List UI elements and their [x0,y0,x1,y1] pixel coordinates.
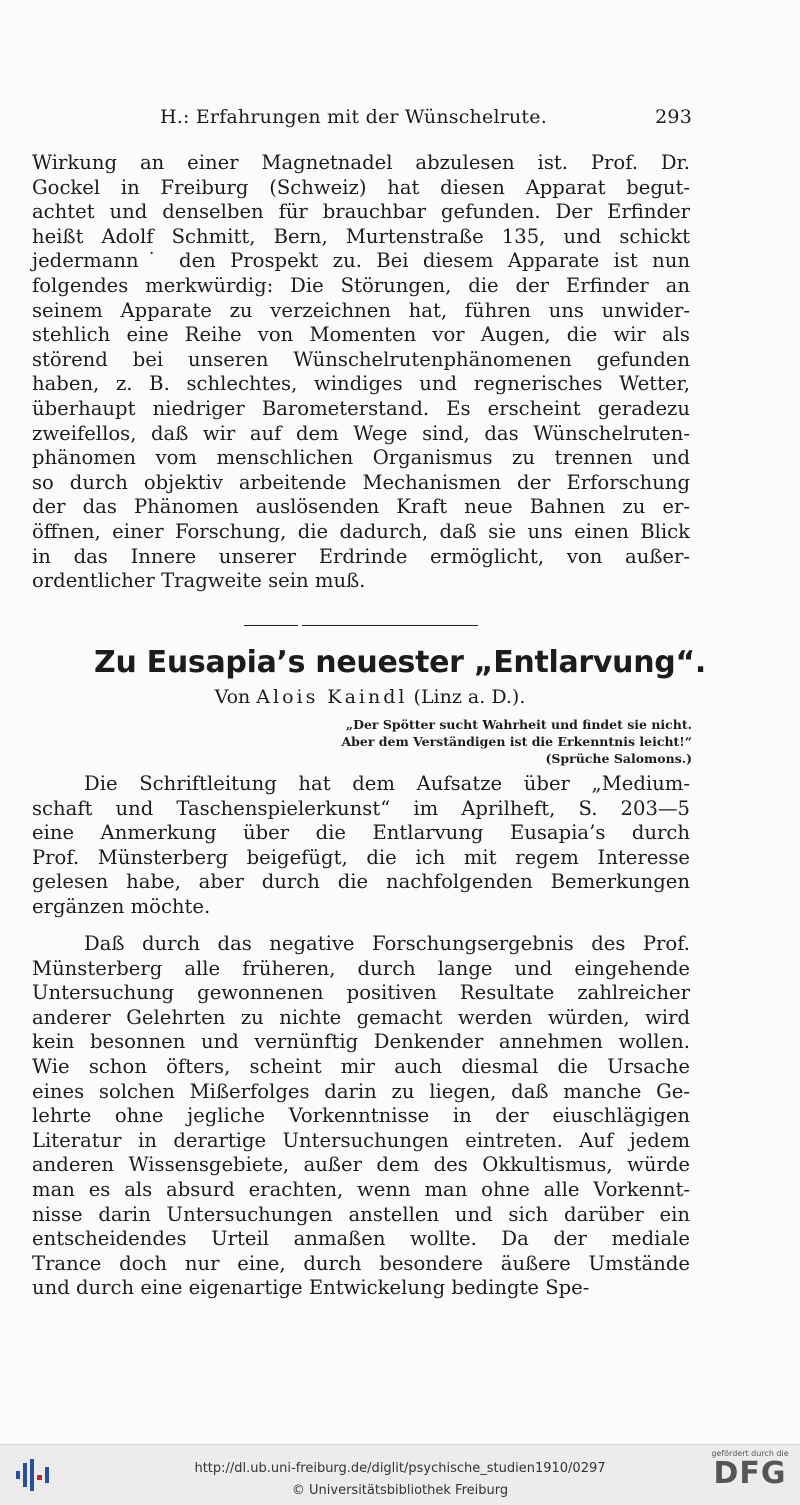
dfg-logo [710,1449,790,1501]
text-line: folgendes merkwürdig: Die Störungen, die der Erfinder an [32,273,690,297]
page-number: 293 [655,106,692,128]
text-line: so durch objektiv arbeitende Mechanismen der Erforschung [32,470,690,494]
text-line: seinem Apparate zu verzeichnen hat, führen uns unwider- [32,298,690,322]
text-line: anderer Gelehrten zu nichte gemacht werden würden, wird [32,1005,690,1029]
text-line: eines solchen Mißerfolges darin zu liegen, daß manche Ge- [32,1079,690,1103]
permalink-url[interactable]: http://dl.ub.uni-freiburg.de/diglit/psychische_studien1910/0297 [194,1461,606,1476]
text-line: in das Innere unserer Erdrinde ermöglicht, von außer- [32,544,690,568]
text-line: Untersuchung gewonnenen positiven Resultate zahlreicher [32,981,690,1005]
text-line: lehrte ohne jegliche Vorkenntnisse in der eiuschlägigen [32,1104,690,1128]
epigraph-line-2: Aber dem Verständigen ist die Erkenntnis leicht!“ [341,734,692,749]
text-line: haben, z. B. schlechtes, windiges und regnerisches Wetter, [32,372,690,396]
text-line: und durch eine eigenartige Entwickelung bedingte Spe- [32,1276,590,1300]
text-line: phänomen vom menschlichen Organismus zu trennen und [32,446,690,470]
text-line: öffnen, einer Forschung, die dadurch, daß sie uns einen Blick [32,519,690,543]
text-line: Wie schon öfters, scheint mir auch diesmal die Ursache [32,1054,690,1078]
text-line: jedermann˙ den Prospekt zu. Bei diesem Apparate ist nun [32,249,690,273]
text-line: heißt Adolf Schmitt, Bern, Murtenstraße 135, und schickt [32,224,690,248]
author-location: (Linz a. D.). [413,686,526,708]
text-line: ergänzen möchte. [32,894,211,918]
epigraph [341,716,692,767]
text-line: Münsterberg alle früheren, durch lange und eingehende [32,956,690,980]
author-name: Alois Kaindl [256,686,408,708]
text-line: überhaupt niedriger Barometerstand. Es erscheint geradezu [32,396,690,420]
article-title: Zu Eusapia’s neuester „Entlarvung“. [94,645,706,680]
text-line: ordentlicher Tragweite sein muß. [32,569,366,593]
text-line: anderen Wissensgebiete, außer dem des Okkultismus, würde [32,1153,690,1177]
separator-rule-left [244,625,298,626]
text-line: entscheidendes Urteil anmaßen wollte. Da der mediale [32,1227,690,1251]
text-line: kein besonnen und vernünftig Denkender annehmen wollen. [32,1030,690,1054]
text-line: Daß durch das negative Forschungsergebnis des Prof. [84,932,690,955]
text-line: Wirkung an einer Magnetnadel abzulesen ist. Prof. Dr. [32,151,690,174]
text-line: Gockel in Freiburg (Schweiz) hat diesen Apparat begut- [32,175,690,199]
viewer-footer [0,1444,800,1505]
copyright-notice: © Universitätsbibliothek Freiburg [291,1483,509,1498]
funder-note: gefördert durch die [711,1449,789,1458]
text-line: achtet und denselben für brauchbar gefunden. Der Erfinder [32,200,690,224]
text-line: störend bei unseren Wünschelrutenphänomenen gefunden [32,347,690,371]
running-header [160,106,692,128]
paragraph-intro [32,772,690,920]
text-line: der das Phänomen auslösenden Kraft neue Bahnen zu er- [32,495,690,519]
text-line: man es als absurd erachten, wenn man ohne alle Vorkennt- [32,1177,690,1201]
funder-logo-text: DFG [713,1456,787,1491]
text-line: eine Anmerkung über die Entlarvung Eusapia’s durch [32,821,690,845]
running-title: H.: Erfahrungen mit der Wünschelrute. [160,106,547,128]
paragraph-continued [32,151,690,594]
text-line: Trance doch nur eine, durch besondere äußere Umstände [32,1251,690,1275]
text-line: zweifellos, daß wir auf dem Wege sind, das Wünschelruten- [32,421,690,445]
text-line: Literatur in derartige Untersuchungen eintreten. Auf jedem [32,1128,690,1152]
paragraph-main [32,932,690,1301]
text-line: gelesen habe, aber durch die nachfolgenden Bemerkungen [32,870,690,894]
epigraph-line-1: „Der Spötter sucht Wahrheit und findet sie nicht. [345,717,692,732]
text-line: Die Schriftleitung hat dem Aufsatze über „Medium- [84,772,690,795]
text-line: stehlich eine Reihe von Momenten vor Augen, die wir als [32,323,690,347]
text-line: schaft und Taschenspielerkunst“ im Aprilheft, S. 203—5 [32,796,690,820]
text-line: nisse darin Untersuchungen anstellen und sich darüber ein [32,1202,690,1226]
byline-prefix: Von [214,686,251,708]
separator-rule-right [302,625,478,626]
epigraph-source: (Sprüche Salomons.) [545,751,692,766]
article-byline [0,686,740,708]
text-line: Prof. Münsterberg beigefügt, die ich mit regem Interesse [32,845,690,869]
